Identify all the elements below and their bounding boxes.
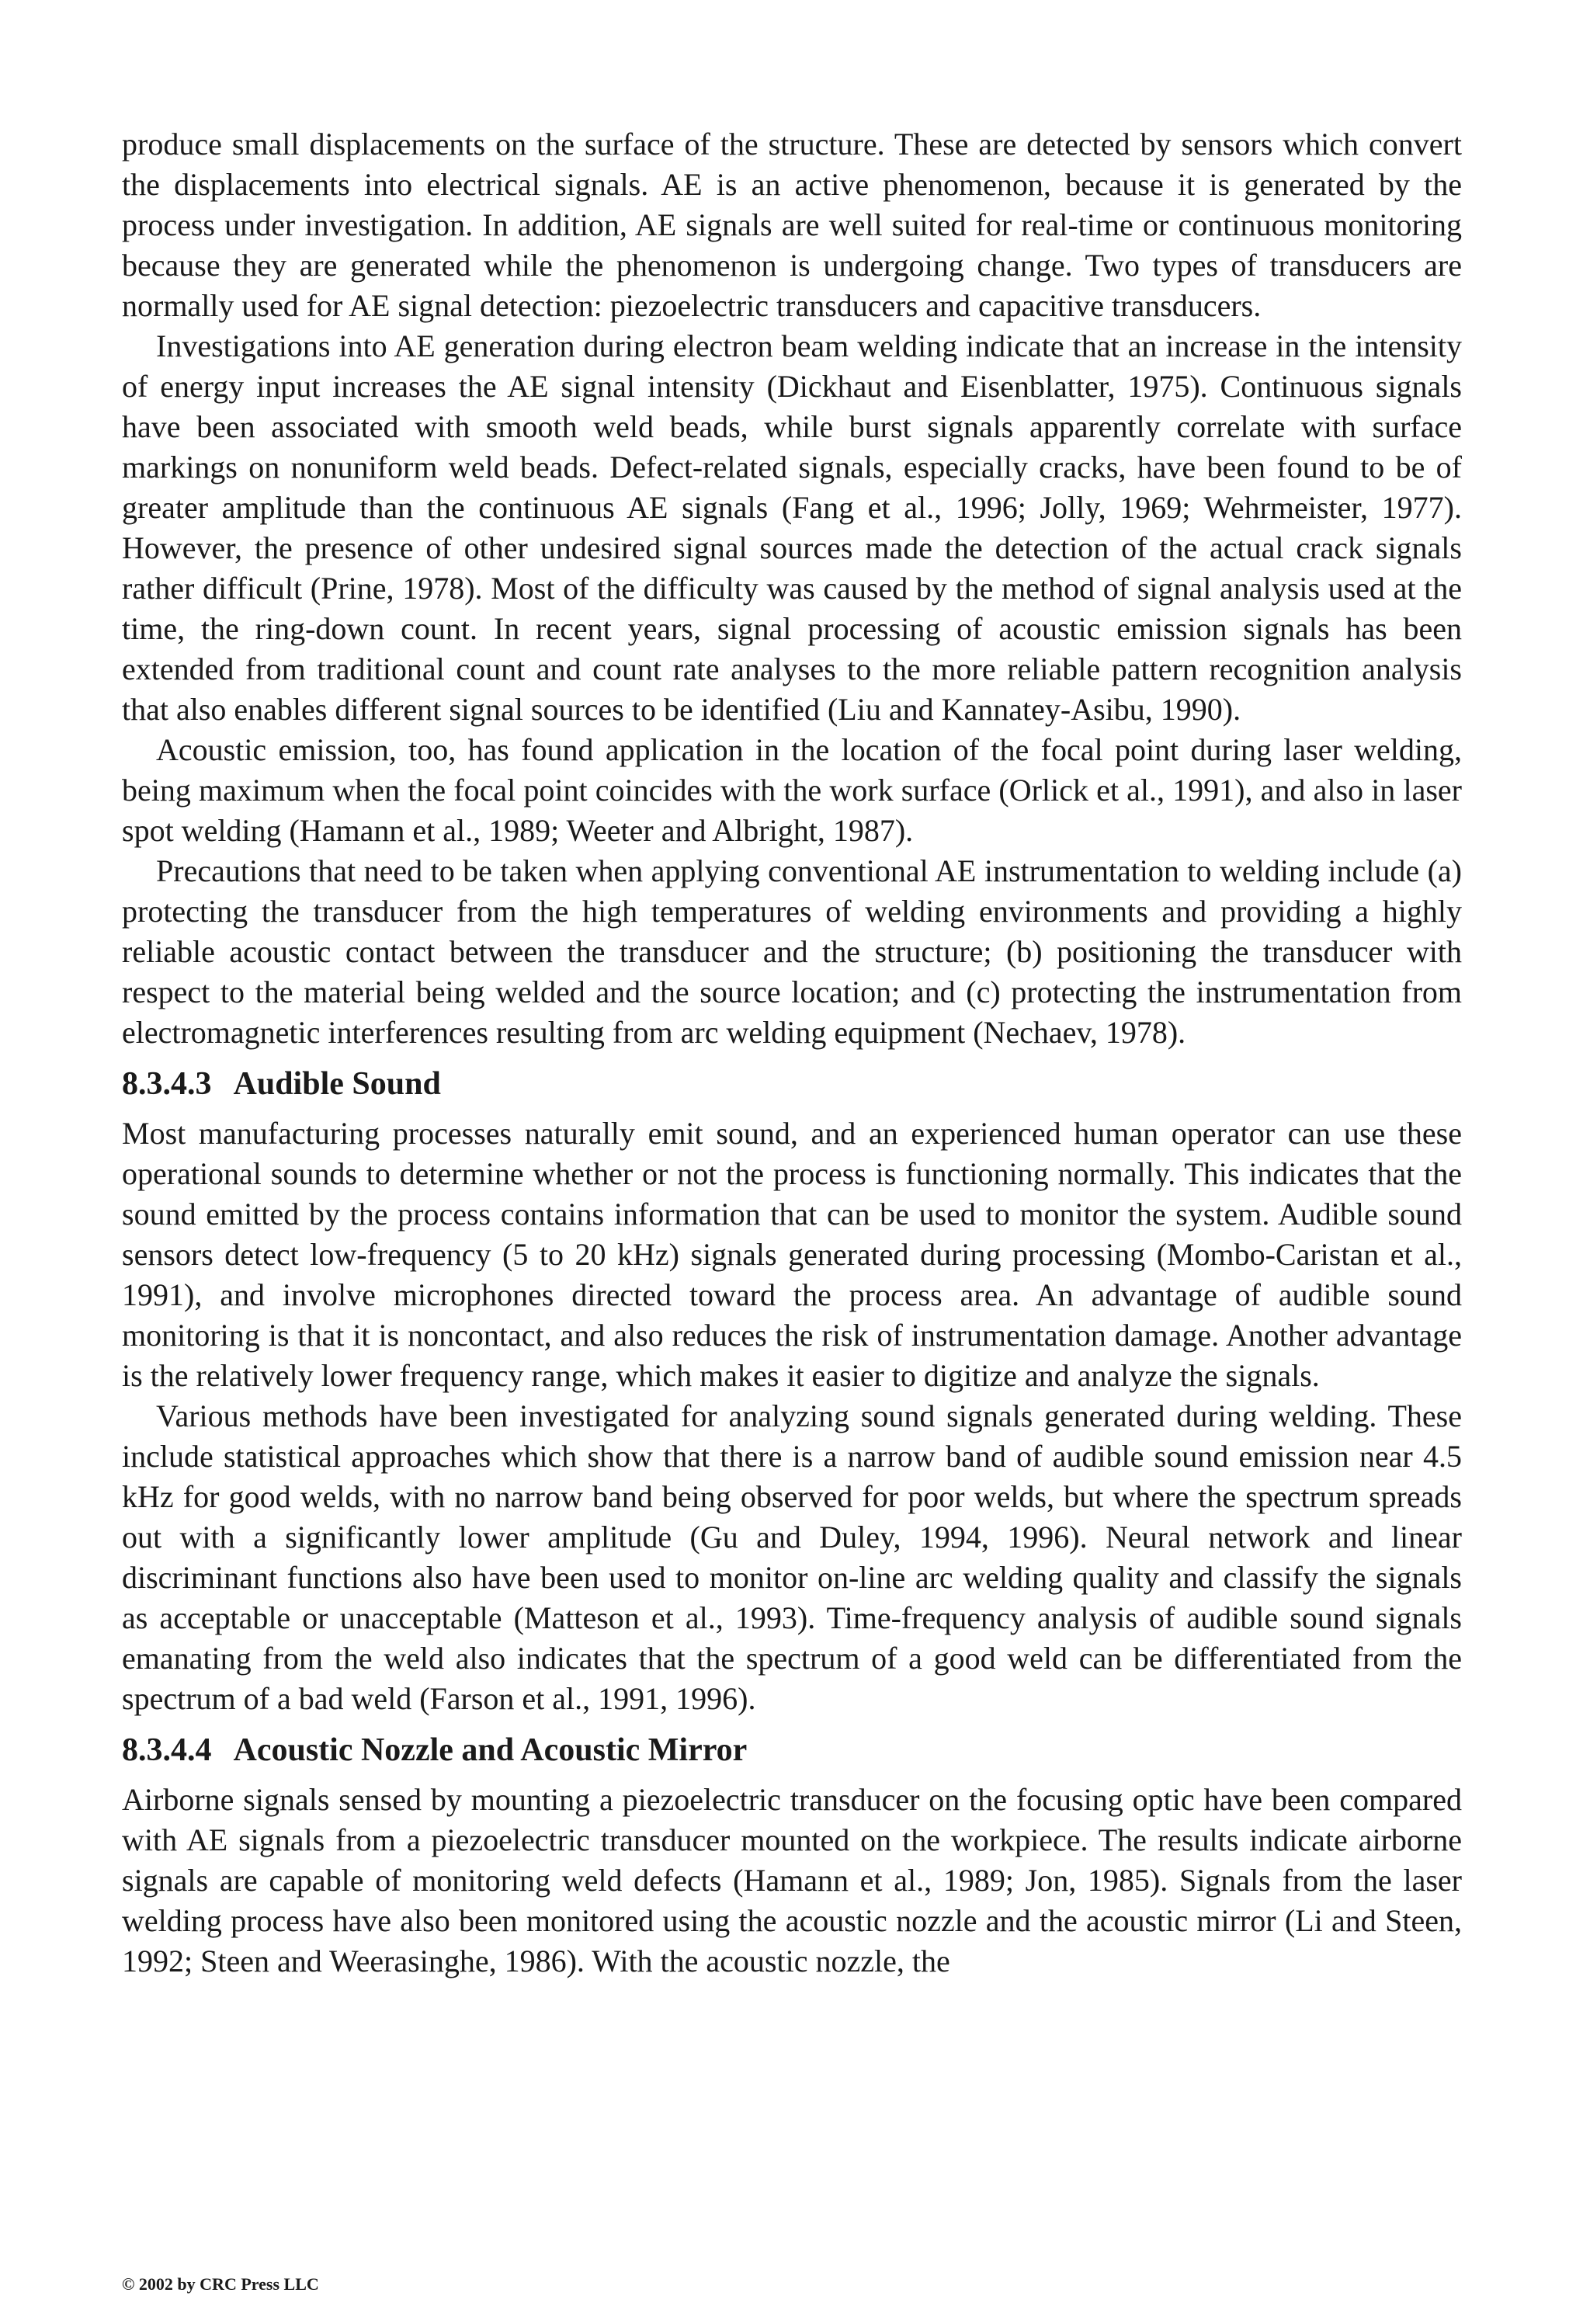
body-paragraph: Various methods have been investigated for analyzing sound signals generated during welding. These include statistical approaches which show that there is a narrow band of audible sound emission near 4.5 kHz for good welds, with no narrow band being observed for poor welds, but where the spectrum spreads out with a significantly lower amplitude (Gu and Duley, 1994, 1996). Neural network and linear discriminant functions also have been used to monitor on-line arc welding quality and classify the signals as acceptable or unacceptable (Matteson et al., 1993). Time-frequency analysis of audible sound signals emanating from the weld also indicates that the spectrum of a good weld can be differentiated from the spectrum of a bad weld (Farson et al., 1991, 1996). <box>122 1398 1462 1716</box>
body-paragraph: Investigations into AE generation during electron beam welding indicate that an increase in the intensity of energy input increases the AE signal intensity (Dickhaut and Eisenblatter, 1975). Continuous signals have been associated with smooth weld beads, while burst signals apparently correlate with surface markings on nonuniform weld beads. Defect-related signals, especially cracks, have been found to be of greater amplitude than the continuous AE signals (Fang et al., 1996; Jolly, 1969; Wehrmeister, 1977). However, the presence of other undesired signal sources made the detection of the actual crack signals rather difficult (Prine, 1978). Most of the difficulty was caused by the method of signal analysis used at the time, the ring-down count. In recent years, signal processing of acoustic emission signals has been extended from traditional count and count rate analyses to the more reliable pattern recognition analysis that also enables different signal sources to be identified (Liu and Kannatey-Asibu, 1990). <box>122 328 1462 727</box>
section-number: 8.3.4.4 <box>122 1732 212 1768</box>
body-paragraph: Airborne signals sensed by mounting a piezoelectric transducer on the focusing optic have been compared with AE signals from a piezoelectric transducer mounted on the workpiece. The results indicate airborne signals are capable of monitoring weld defects (Hamann et al., 1989; Jon, 1985). Signals from the laser welding process have also been monitored using the acoustic nozzle and the acoustic mirror (Li and Steen, 1992; Steen and Weerasinghe, 1986). With the acoustic nozzle, the <box>122 1782 1462 1978</box>
section-number: 8.3.4.3 <box>122 1066 212 1102</box>
page-body <box>122 124 1462 1982</box>
section-heading-audible-sound <box>122 1062 1462 1106</box>
body-paragraph: produce small displacements on the surface of the structure. These are detected by sensors which convert the displacements into electrical signals. AE is an active phenomenon, because it is generated by the process under investigation. In addition, AE signals are well suited for real-time or continuous monitoring because they are generated while the phenomenon is undergoing change. Two types of transducers are normally used for AE signal detection: piezoelectric transducers and capacitive transducers. <box>122 127 1462 323</box>
body-paragraph: Acoustic emission, too, has found application in the location of the focal point during laser welding, being maximum when the focal point coincides with the work surface (Orlick et al., 1991), and also in laser spot welding (Hamann et al., 1989; Weeter and Albright, 1987). <box>122 732 1462 848</box>
body-paragraph: Precautions that need to be taken when applying conventional AE instrumentation to welding include (a) protecting the transducer from the high temperatures of welding environments and providing a highly reliable acoustic contact between the transducer and the structure; (b) positioning the transducer with respect to the material being welded and the source location; and (c) protecting the instrumentation from electromagnetic interferences resulting from arc welding equipment (Nechaev, 1978). <box>122 853 1462 1050</box>
body-paragraph: Most manufacturing processes naturally emit sound, and an experienced human operator can use these operational sounds to determine whether or not the process is functioning normally. This indicates that the sound emitted by the process contains information that can be used to monitor the system. Audible sound sensors detect low-frequency (5 to 20 kHz) signals generated during processing (Mombo-Caristan et al., 1991), and involve microphones directed toward the process area. An advantage of audible sound monitoring is that it is noncontact, and also reduces the risk of instrumentation damage. Another advantage is the relatively lower frequency range, which makes it easier to digitize and analyze the signals. <box>122 1116 1462 1393</box>
section-heading-acoustic-nozzle <box>122 1728 1462 1772</box>
copyright-footer: © 2002 by CRC Press LLC <box>122 2274 319 2294</box>
section-title: Acoustic Nozzle and Acoustic Mirror <box>233 1732 748 1768</box>
section-title: Audible Sound <box>233 1066 441 1102</box>
